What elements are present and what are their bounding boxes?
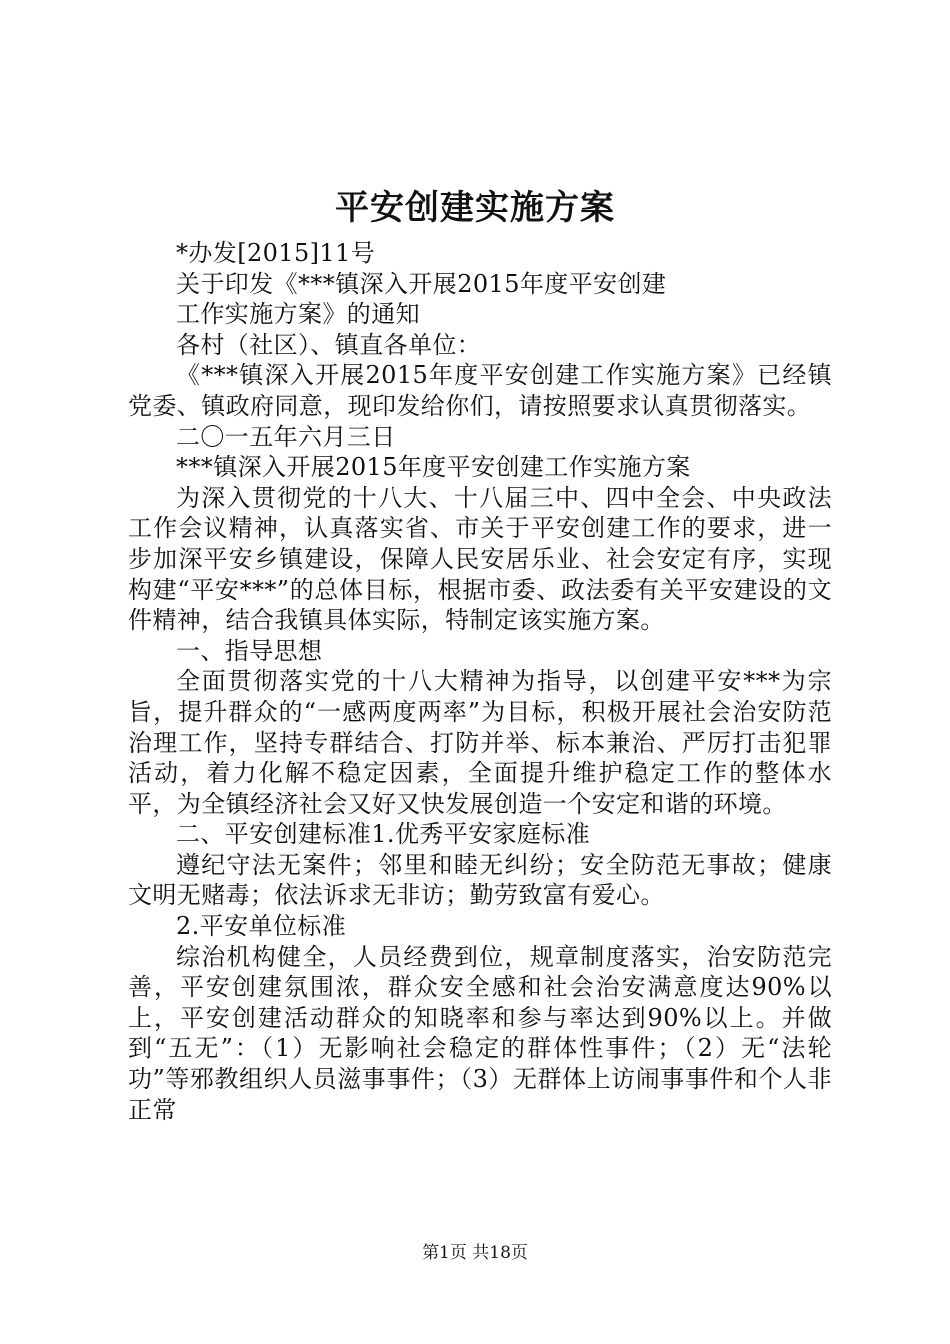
issue-date: 二〇一五年六月三日 — [176, 422, 396, 451]
section-heading-1: 一、指导思想 — [176, 636, 323, 665]
document-body — [128, 238, 832, 1125]
recipients: 各村（社区）、镇直各单位： — [176, 330, 482, 359]
page-footer: 第1页 共18页 — [422, 1243, 528, 1263]
paragraph-guiding: 全面贯彻落实党的十八大精神为指导，以创建平安***为宗旨，提升群众的“一感两度两率”为目标，积极开展社会治安防范治理工作，坚持专群结合、打防并举、标本兼治、严厉打击犯罪活动，着力化解不稳定因素，全面提升维护稳定工作的整体水平，为全镇经济社会又好又快发展创造一个安定和谐的环境。 — [128, 667, 832, 818]
notice-title-line-1: 关于印发《***镇深入开展2015年度平安创建 — [176, 269, 667, 298]
subsection-heading-2: 2.平安单位标准 — [176, 912, 347, 941]
notice-title-line-2: 工作实施方案》的通知 — [176, 300, 420, 329]
paragraph-intro: 为深入贯彻党的十八大、十八届三中、四中全会、中央政法工作会议精神，认真落实省、市关于平安创建工作的要求，进一步加深平安乡镇建设，保障人民安居乐业、社会安定有序，实现构建“平安***”的总体目标，根据市委、政法委有关平安建设的文件精神，结合我镇具体实际，特制定该实施方案。 — [128, 483, 832, 635]
paragraph-notice: 《***镇深入开展2015年度平安创建工作实施方案》已经镇党委、镇政府同意，现印发给你们，请按照要求认真贯彻落实。 — [128, 361, 832, 420]
plan-title: ***镇深入开展2015年度平安创建工作实施方案 — [176, 453, 691, 482]
paragraph-unit-standard: 综治机构健全，人员经费到位，规章制度落实，治安防范完善，平安创建氛围浓，群众安全感和社会治安满意度达90%以上，平安创建活动群众的知晓率和参与率达到90%以上。并做到“五无”：（1）无影响社会稳定的群体性事件；（2）无“法轮功”等邪教组织人员滋事事件；（3）无群体上访闹事事件和个人非正常 — [128, 942, 832, 1124]
paragraph-family-standard: 遵纪守法无案件；邻里和睦无纠纷；安全防范无事故；健康文明无赌毒；依法诉求无非访；勤劳致富有爱心。 — [128, 850, 832, 910]
section-heading-2: 二、平安创建标准1.优秀平安家庭标准 — [176, 820, 591, 849]
doc-number: *办发[2015]11号 — [176, 239, 376, 267]
document-title: 平安创建实施方案 — [335, 188, 615, 228]
